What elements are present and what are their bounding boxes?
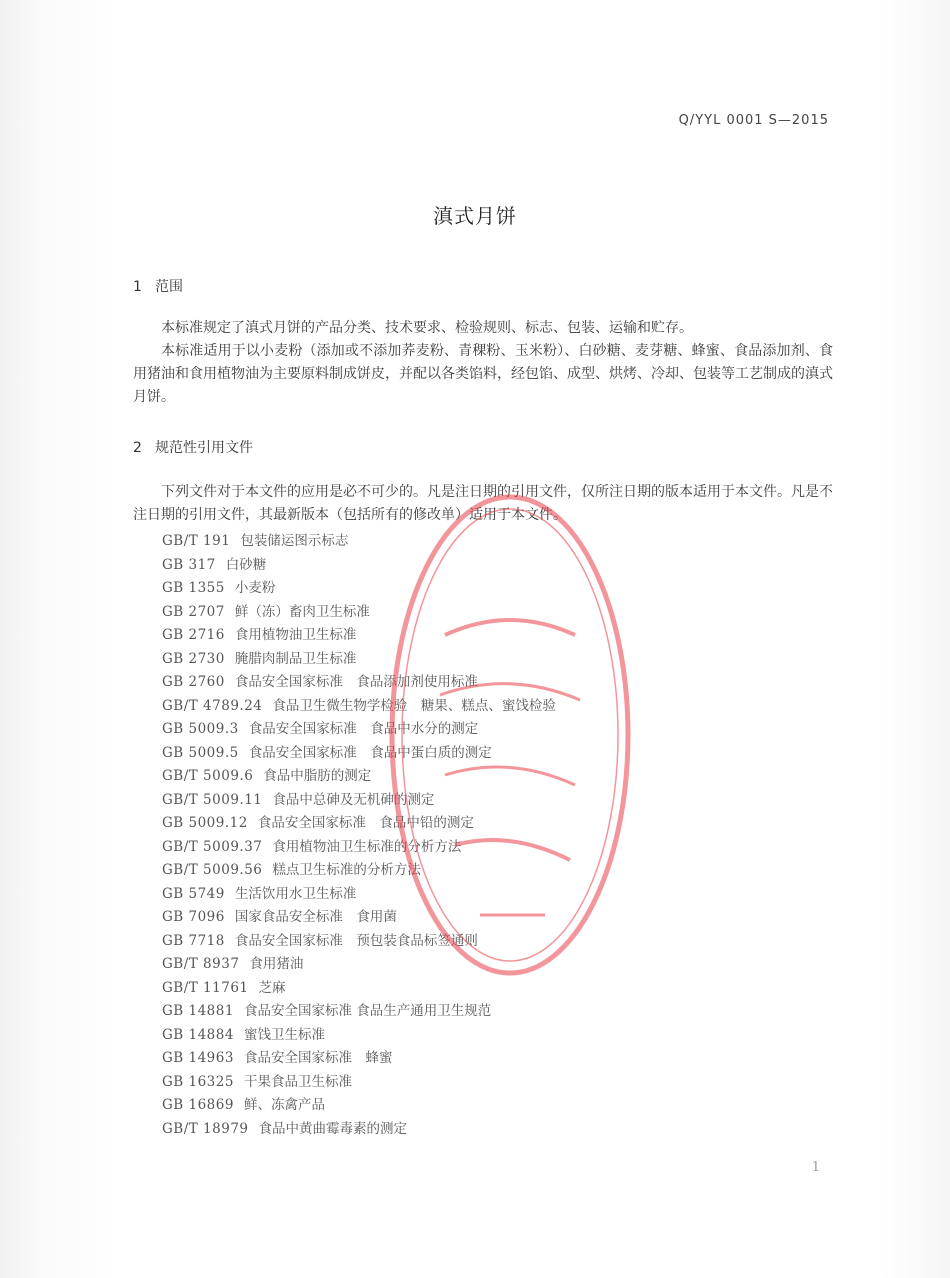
reference-title: 食品中黄曲霉毒素的测定 [258,1120,407,1137]
reference-item [162,695,556,719]
reference-code: GB 2716 [162,627,225,643]
reference-code: GB/T 191 [162,533,231,549]
reference-code: GB 16869 [162,1097,234,1113]
reference-title: 蜜饯卫生标准 [243,1026,325,1043]
reference-title: 食用猪油 [249,956,304,972]
reference-code: GB 5749 [162,885,225,902]
reference-item [162,812,556,836]
reference-item [162,953,556,977]
reference-item [162,906,556,930]
document-title: 滇式月饼 [433,204,517,228]
reference-title: 食品安全国家标准 食品中水分的测定 [248,721,479,737]
reference-item [162,648,556,672]
reference-item [162,883,556,907]
reference-title: 鲜、冻禽产品 [243,1097,325,1113]
reference-title: 小麦粉 [234,580,276,596]
reference-code: GB/T 18979 [162,1120,249,1137]
reference-code: GB/T 5009.37 [162,838,263,855]
reference-item [162,718,556,742]
reference-item [162,577,556,601]
reference-item [162,1071,556,1095]
reference-title: 食品安全国家标准 食品中铅的测定 [257,815,474,831]
reference-code: GB 5009.3 [162,721,239,737]
reference-title: 国家食品安全标准 食用菌 [234,909,397,925]
reference-code: GB/T 5009.6 [162,768,254,784]
section-number: 1 [133,279,142,295]
reference-title: 生活饮用水卫生标准 [234,885,357,902]
section-title: 范围 [155,279,183,295]
reference-title: 食品中总砷及无机砷的测定 [272,791,435,808]
reference-title: 食品安全国家标准 蜂蜜 [243,1050,393,1066]
reference-code: GB 2707 [162,603,225,620]
reference-item [162,601,556,625]
reference-item [162,554,556,578]
reference-code: GB 16325 [162,1073,234,1090]
paragraph: 下列文件对于本文件的应用是必不可少的。凡是注日期的引用文件，仅所注日期的版本适用于本文件。凡是不注日期的引用文件，其最新版本（包括所有的修改单）适用于本文件。 [133,484,833,523]
reference-item [162,836,556,860]
reference-title: 干果食品卫生标准 [243,1073,352,1090]
section-heading-normative-references [133,437,253,457]
reference-item [162,530,556,554]
reference-item [162,765,556,789]
paragraph: 本标准适用于以小麦粉（添加或不添加荞麦粉、青稞粉、玉米粉）、白砂糖、麦芽糖、蜂蜜、食品添加剂、食用猪油和食用植物油为主要原料制成饼皮，并配以各类馅料，经包馅、成型、烘烤、冷却、包装等工艺制成的滇式月饼。 [133,343,833,405]
reference-item [162,1047,556,1071]
reference-title: 包装储运图示标志 [240,533,349,549]
reference-item [162,1000,556,1024]
reference-item [162,1094,556,1118]
reference-title: 白砂糖 [225,556,267,573]
reference-item [162,789,556,813]
reference-code: GB 2760 [162,674,225,690]
reference-title: 食品安全国家标准 预包装食品标签通则 [234,932,478,949]
reference-item [162,671,556,695]
reference-item [162,1024,556,1048]
reference-code: GB 317 [162,556,216,573]
section-title: 规范性引用文件 [155,440,253,456]
reference-item [162,742,556,766]
reference-code: GB/T 5009.56 [162,862,263,878]
reference-code: GB 1355 [162,580,225,596]
reference-title: 腌腊肉制品卫生标准 [234,650,357,667]
reference-item [162,1118,556,1142]
paragraph: 本标准规定了滇式月饼的产品分类、技术要求、检验规则、标志、包装、运输和贮存。 [161,320,693,336]
reference-title: 食用植物油卫生标准的分析方法 [272,838,462,855]
reference-item [162,977,556,1001]
reference-code: GB 14963 [162,1050,234,1066]
reference-code: GB/T 5009.11 [162,791,263,808]
reference-code: GB 5009.5 [162,744,239,761]
reference-title: 芝麻 [258,979,286,996]
reference-title: 食品中脂肪的测定 [263,768,372,784]
reference-title: 糕点卫生标准的分析方法 [272,862,421,878]
reference-code: GB 14881 [162,1003,234,1019]
reference-code: GB/T 8937 [162,956,240,972]
document-code: Q/YYL 0001 S—2015 [678,113,829,128]
reference-list [162,530,556,1141]
page-number: 1 [811,1160,820,1175]
reference-item [162,930,556,954]
reference-item [162,624,556,648]
reference-code: GB 7096 [162,909,225,925]
reference-item [162,859,556,883]
reference-title: 食用植物油卫生标准 [234,627,357,643]
reference-title: 食品安全国家标准 食品中蛋白质的测定 [248,744,492,761]
reference-code: GB/T 4789.24 [162,697,263,714]
reference-code: GB 7718 [162,932,225,949]
reference-title: 鲜（冻）畜肉卫生标准 [234,603,370,620]
reference-title: 食品安全国家标准 食品生产通用卫生规范 [243,1003,492,1019]
reference-code: GB/T 11761 [162,979,249,996]
reference-code: GB 5009.12 [162,815,248,831]
section-heading-scope [133,276,183,296]
reference-title: 食品卫生微生物学检验 糖果、糕点、蜜饯检验 [272,697,556,714]
section-number: 2 [133,440,142,456]
reference-code: GB 14884 [162,1026,234,1043]
reference-code: GB 2730 [162,650,225,667]
reference-title: 食品安全国家标准 食品添加剂使用标准 [234,674,478,690]
